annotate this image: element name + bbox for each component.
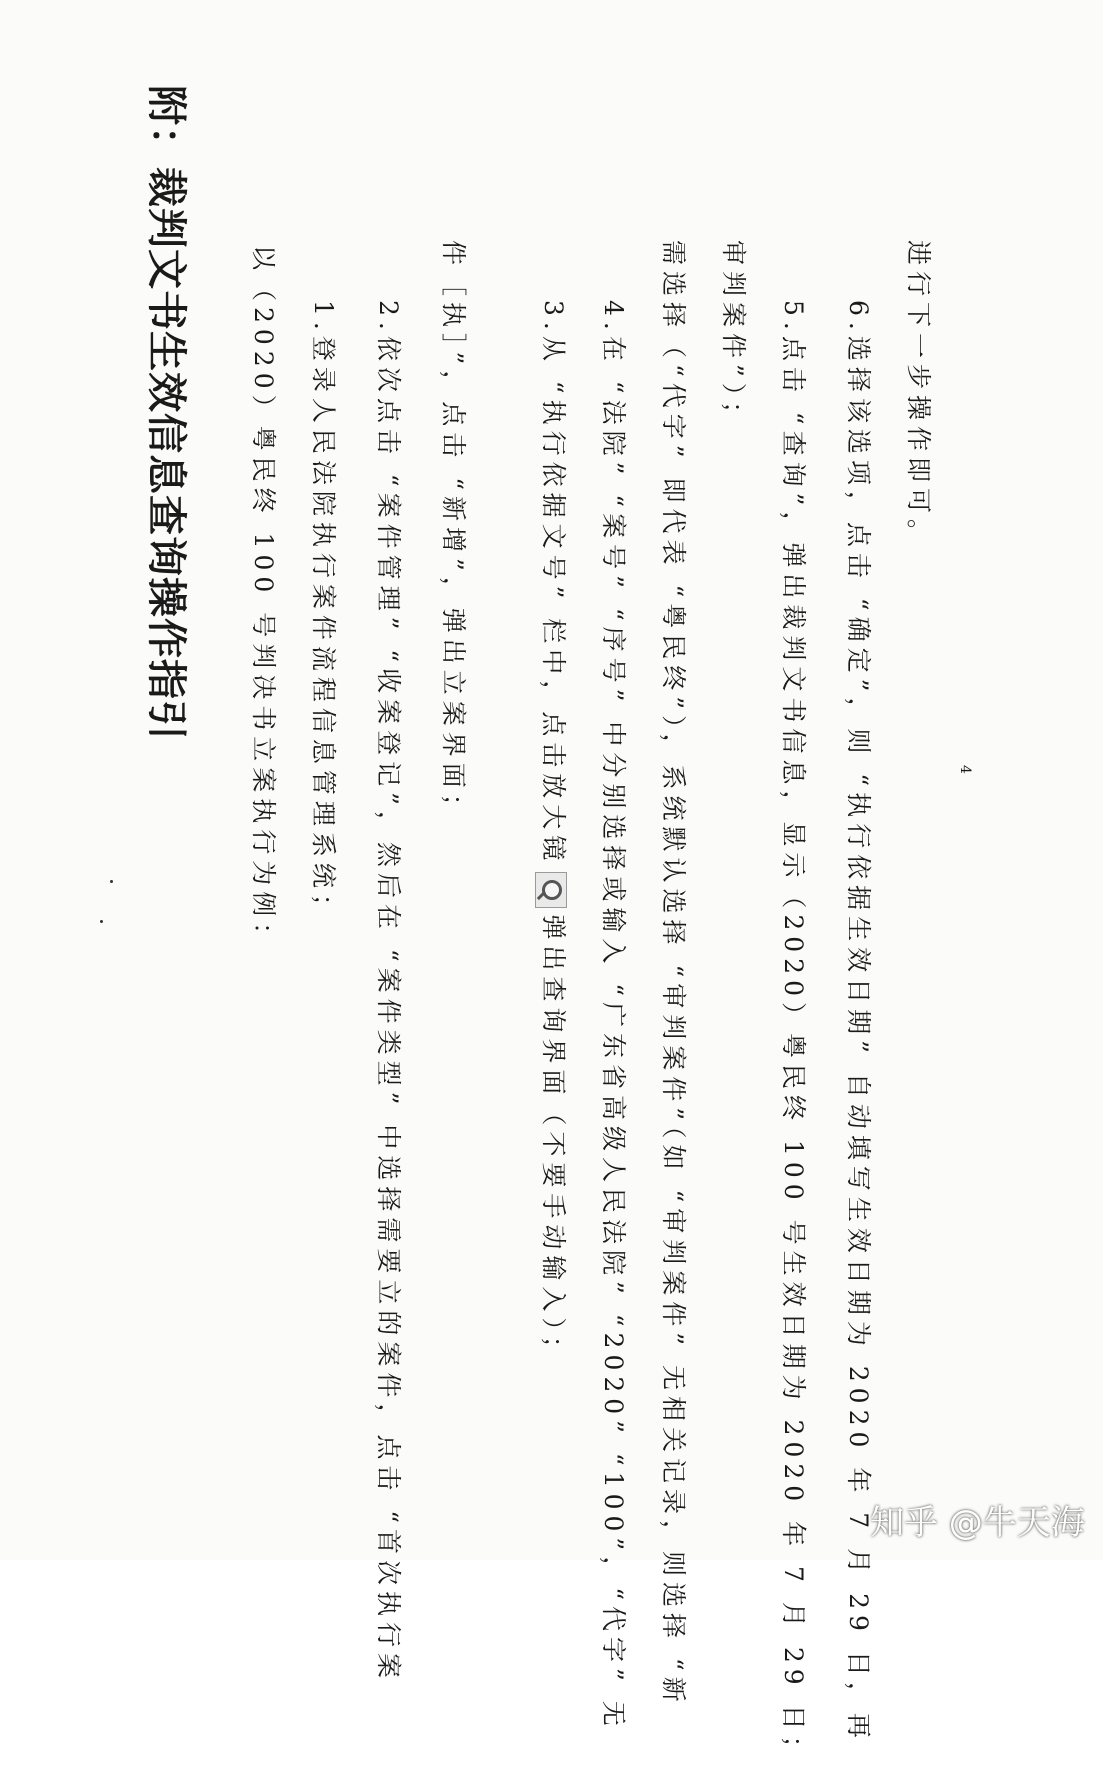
page-number: 4 (957, 765, 973, 774)
step-4-continued-2: 审判案件”）； (719, 240, 748, 433)
step-4: 4.在 “法院” “案号” “序号” 中分别选择或输入 “广东省高级人民法院” “2020” “100”，“代字” 无 (599, 300, 628, 1732)
scan-speck (110, 880, 113, 883)
step-2-continued: 件［执］”，点击 “新增”，弹出立案界面； (439, 240, 468, 825)
step-6-continued: 进行下一步操作即可。 (904, 240, 933, 551)
intro-line: 以（2020）粤民终 100 号判决书立案执行为例： (249, 245, 278, 954)
step-3 (536, 300, 574, 1367)
magnifier-icon (536, 872, 568, 908)
scan-speck (100, 920, 103, 923)
step-2: 2.依次点击 “案件管理” “收案登记”，然后在 “案件类型” 中选择需要立的案件，点击 “首次执行案 (374, 300, 403, 1685)
step-3-text-b: 弹出查询界面（不要手动输入）； (539, 914, 568, 1367)
step-1: 1.登录人民法院执行案件流程信息管理系统； (309, 300, 338, 925)
step-6: 6.选择该选项，点击 “确定”，则 “执行依据生效日期” 自动填写生效日期为 2020 年 7 月 29 日，再 (844, 300, 873, 1744)
watermark: 知乎 @牛天海 (870, 1503, 1085, 1543)
document-title: 附：裁判文书生效信息查询操作指引 (143, 85, 189, 741)
step-5: 5.点击 “查询”，弹出裁判文书信息，显示（2020）粤民终 100 号生效日期为 2020 年 7 月 29 日； (779, 300, 808, 1767)
step-3-text-a: 3.从 “执行依据文号” 栏中，点击放大镜 (539, 300, 568, 867)
step-4-continued: 需选择（“代字” 即代表 “粤民终”），系统默认选择 “审判案件”（如 “审判案件” 无相关记录，则选择 “新 (659, 240, 688, 1708)
